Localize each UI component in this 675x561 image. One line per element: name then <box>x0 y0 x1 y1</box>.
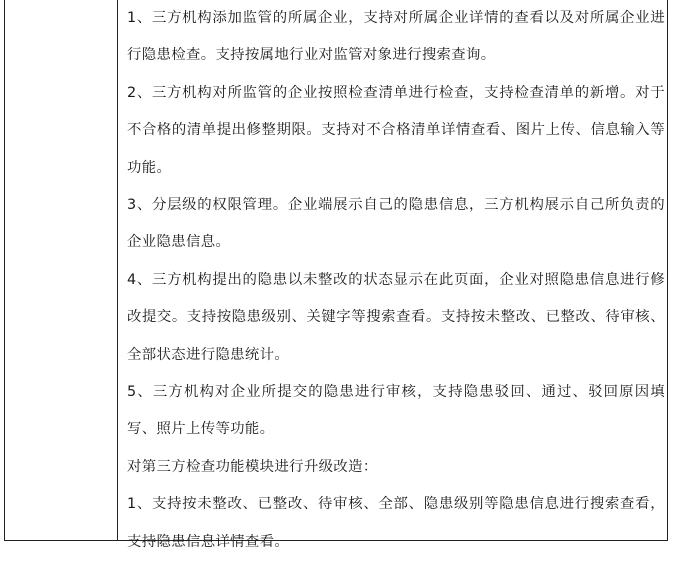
paragraph-5: 5、三方机构对企业所提交的隐患进行审核，支持隐患驳回、通过、驳回原因填写、照片上传等功能。 <box>127 384 665 438</box>
paragraph-2: 2、三方机构对所监管的企业按照检查清单进行检查，支持检查清单的新增。对于不合格的清单提出修整期限。支持对不合格清单详情查看、图片上传、信息输入等功能。 <box>127 84 665 176</box>
upgrade-heading: 对第三方检查功能模块进行升级改造： <box>127 458 378 475</box>
description-cell <box>127 0 665 561</box>
upgrade-item-1: 1、支持按未整改、已整改、待审核、全部、隐患级别等隐患信息进行搜索查看，支持隐患信息详情查看。 <box>127 496 665 550</box>
paragraph-4: 4、三方机构提出的隐患以未整改的状态显示在此页面，企业对照隐患信息进行修改提交。支持按隐患级别、关键字等搜索查看。支持按未整改、已整改、待审核、全部状态进行隐患统计。 <box>127 271 665 363</box>
requirements-table <box>4 0 668 550</box>
paragraph-3: 3、分层级的权限管理。企业端展示自己的隐患信息，三方机构展示自己所负责的企业隐患信息。 <box>127 197 665 251</box>
paragraph-1: 1、三方机构添加监管的所属企业，支持对所属企业详情的查看以及对所属企业进行隐患检查。支持按属地行业对监管对象进行搜索查询。 <box>127 10 665 64</box>
column-divider <box>117 0 118 540</box>
